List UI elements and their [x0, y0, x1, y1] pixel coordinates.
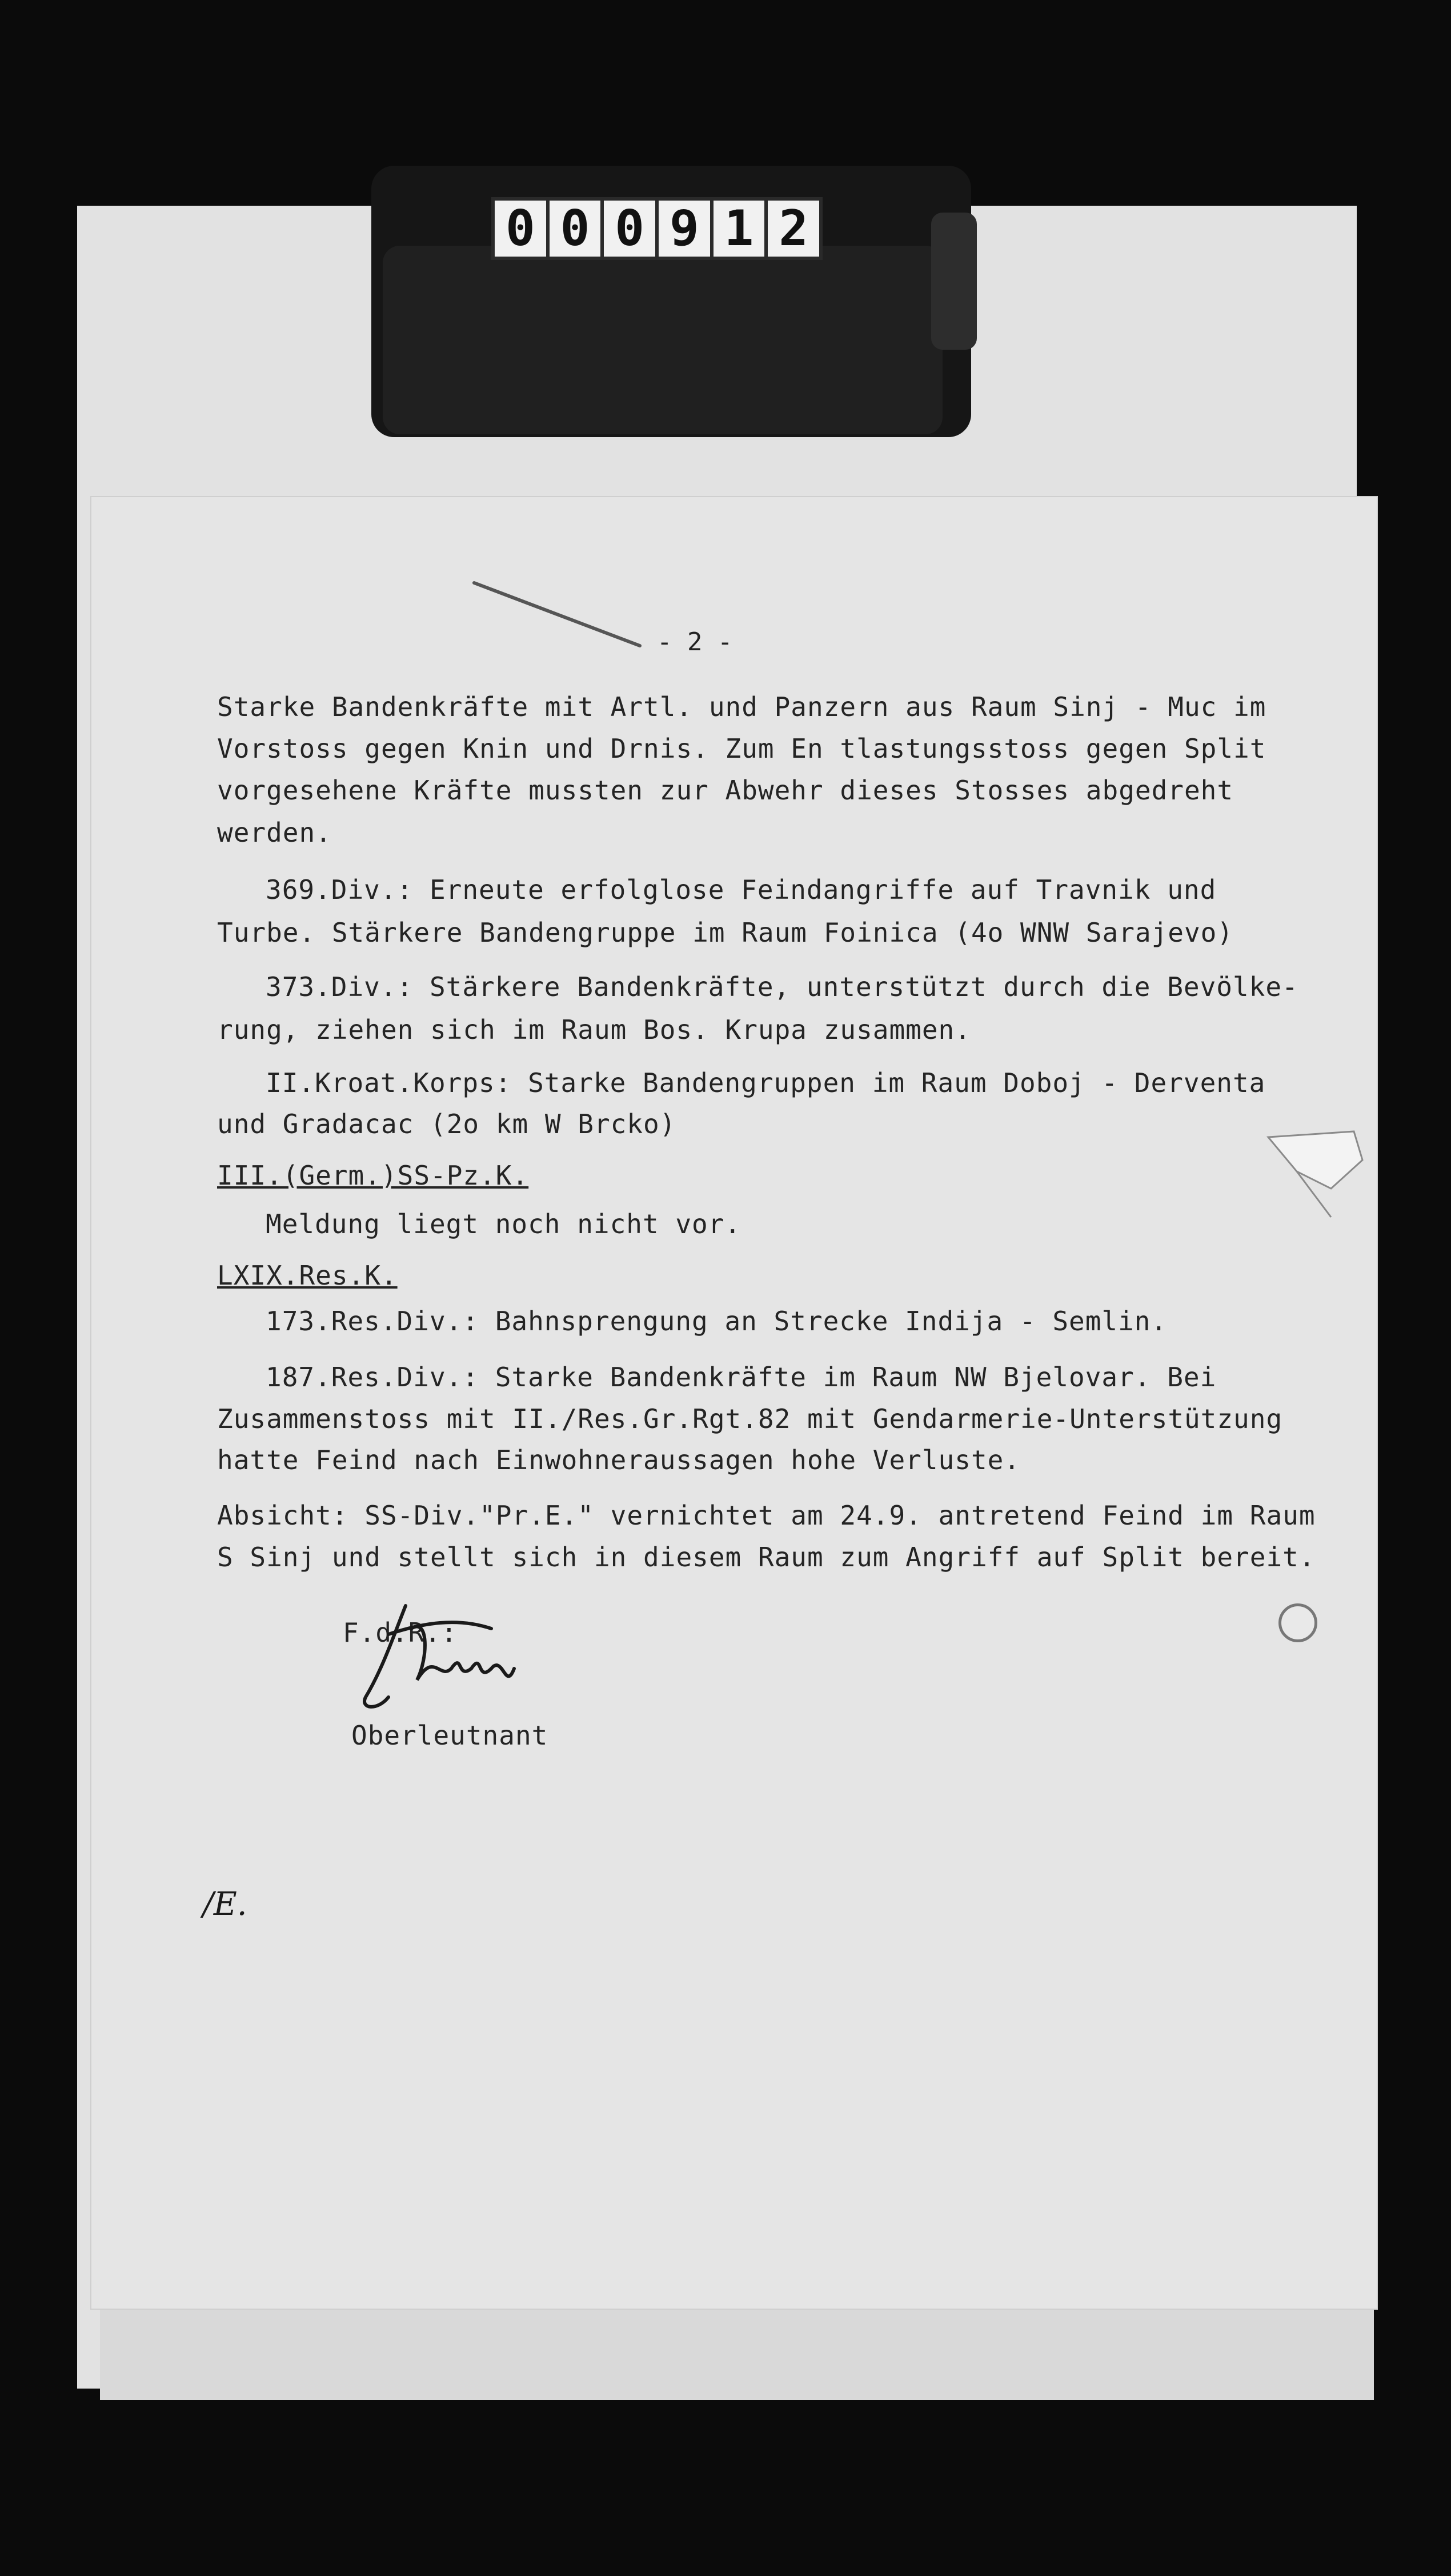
- text-line: Absicht: SS-Div."Pr.E." vernichtet am 24.9. antretend Feind im Raum: [217, 1500, 1316, 1531]
- text-line: Vorstoss gegen Knin und Drnis. Zum En tlastungsstoss gegen Split: [217, 733, 1266, 764]
- text-line: hatte Feind nach Einwohneraussagen hohe Verluste.: [217, 1445, 1021, 1475]
- folded-corner: [1262, 1126, 1371, 1223]
- text-line: Starke Bandenkräfte mit Artl. und Panzern aus Raum Sinj - Muc im: [217, 691, 1266, 722]
- counter-digit: 2: [768, 201, 819, 257]
- text-line: werden.: [217, 817, 332, 848]
- text-line: Turbe. Stärkere Bandengruppe im Raum Foinica (4o WNW Sarajevo): [217, 917, 1234, 948]
- handwritten-signature: [343, 1583, 560, 1731]
- pen-stroke-mark: [468, 577, 651, 657]
- page-number: - 2 -: [657, 627, 733, 657]
- text-line: rung, ziehen sich im Raum Bos. Krupa zusammen.: [217, 1014, 971, 1045]
- text-line: und Gradacac (2o km W Brcko): [217, 1109, 676, 1139]
- text-line: 187.Res.Div.: Starke Bandenkräfte im Raum NW Bjelovar. Bei: [266, 1362, 1217, 1393]
- punch-hole: [1278, 1603, 1317, 1642]
- signature-prefix: F.d.R.:: [343, 1617, 458, 1648]
- text-line: Zusammenstoss mit II./Res.Gr.Rgt.82 mit Gendarmerie-Unterstützung: [217, 1403, 1283, 1434]
- frame-counter-body: [383, 246, 943, 434]
- section-heading: III.(Germ.)SS-Pz.K.: [217, 1160, 529, 1191]
- counter-knob: [931, 213, 977, 350]
- text-line: S Sinj und stellt sich in diesem Raum zum Angriff auf Split bereit.: [217, 1542, 1316, 1573]
- text-line: 173.Res.Div.: Bahnsprengung an Strecke Indija - Semlin.: [266, 1306, 1168, 1337]
- document-page: [91, 497, 1377, 2309]
- text-line: II.Kroat.Korps: Starke Bandengruppen im Raum Doboj - Derventa: [266, 1067, 1266, 1098]
- text-line: Meldung liegt noch nicht vor.: [266, 1209, 741, 1239]
- frame-counter-display: [491, 197, 823, 260]
- text-line: 373.Div.: Stärkere Bandenkräfte, unterstützt durch die Bevölke-: [266, 971, 1298, 1002]
- counter-digit: 0: [550, 201, 601, 257]
- signature-rank: Oberleutnant: [351, 1720, 548, 1751]
- handwritten-mark: /E.: [203, 1886, 247, 1923]
- counter-digit: 0: [495, 201, 546, 257]
- text-line: 369.Div.: Erneute erfolglose Feindangriffe auf Travnik und: [266, 874, 1217, 905]
- counter-digit: 0: [604, 201, 655, 257]
- section-heading: LXIX.Res.K.: [217, 1260, 398, 1291]
- text-line: vorgesehene Kräfte mussten zur Abwehr dieses Stosses abgedreht: [217, 775, 1234, 806]
- counter-digit: 1: [714, 201, 765, 257]
- counter-digit: 9: [659, 201, 710, 257]
